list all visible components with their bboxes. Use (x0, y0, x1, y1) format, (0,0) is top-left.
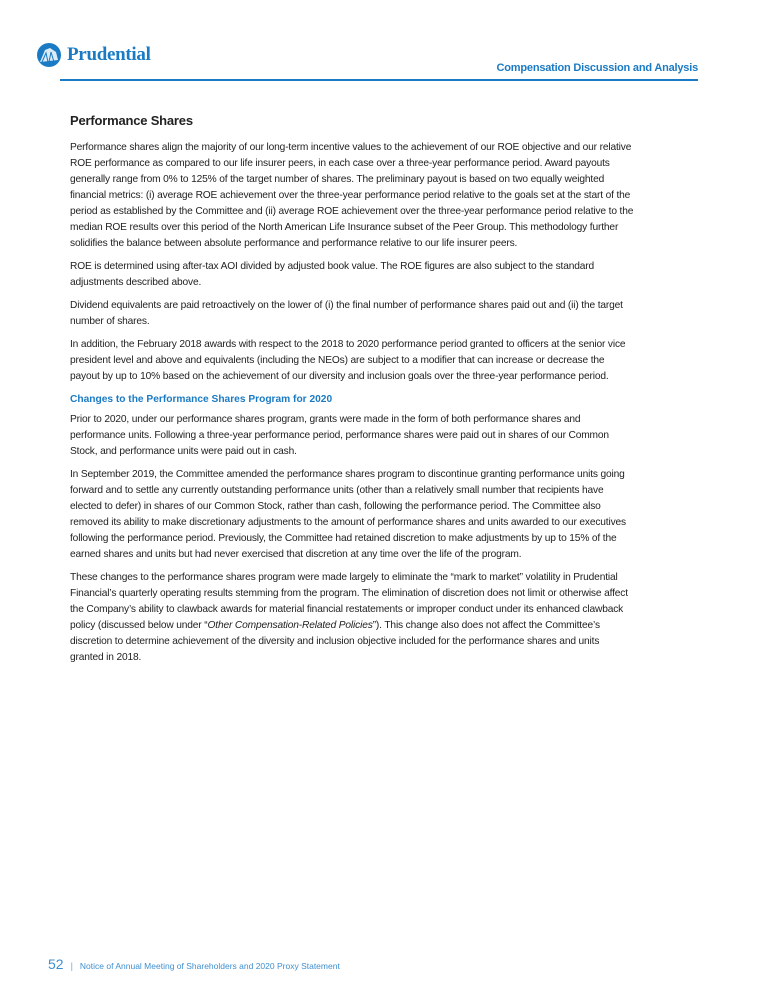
text-line: financial metrics: (i) average ROE achievement over the three-year performance period relative to the goals set at the start of the (70, 190, 631, 201)
text-line: Financial’s quarterly operating results stemming from the program. The elimination of discretion does not limit or otherwise affect (70, 588, 628, 599)
text-line: Stock, and performance units were paid out in cash. (70, 446, 297, 457)
text-line: removed its ability to make discretionary adjustments to the amount of performance shares and units awarded to our executives (70, 517, 627, 528)
text-line: performance units. Following a three-year performance period, performance shares were paid out in shares of our Common (70, 430, 609, 441)
text-line: ROE performance as compared to our life insurer peers, in each case over a three-year performance period. Award payouts (70, 158, 610, 169)
text-line: period as established by the Committee and (ii) average ROE achievement over the three-year performance period relative to the (70, 206, 634, 217)
text-line: ROE is determined using after-tax AOI divided by adjusted book value. The ROE figures are also subject to the standard (70, 261, 595, 272)
paragraphs-before (70, 140, 700, 385)
paragraph (70, 298, 700, 330)
paragraph (70, 140, 700, 252)
footer-title: Notice of Annual Meeting of Shareholders and 2020 Proxy Statement (79, 961, 340, 971)
text-line: granted in 2018. (70, 652, 142, 663)
text-segment: policy (discussed below under “ (70, 620, 208, 631)
page-number: 52 (48, 956, 64, 972)
text-line: number of shares. (70, 316, 150, 327)
text-line: payout by up to 10% based on the achievement of our diversity and inclusion goals over the three-year performance period. (70, 371, 609, 382)
rock-of-gibraltar-icon (36, 42, 62, 68)
page-heading: Performance Shares (70, 113, 193, 128)
text-line: Prior to 2020, under our performance shares program, grants were made in the form of both performance shares and (70, 414, 581, 425)
main-content (70, 113, 700, 673)
footer-separator: | (70, 961, 73, 971)
text-line: discretion to determine achievement of the diversity and inclusion objective included for the performance shares and units (70, 636, 600, 647)
text-line: Performance shares align the majority of our long-term incentive values to the achievement of our ROE objective and our relative (70, 142, 632, 153)
text-line (70, 618, 700, 634)
text-line: These changes to the performance shares program were made largely to eliminate the “mark to market” volatility in Prudential (70, 572, 618, 583)
text-line: president level and above and equivalents (including the NEOs) are subject to a modifier that can increase or decrease the (70, 355, 605, 366)
text-line: the Company’s ability to clawback awards for material financial restatements or improper conduct under its enhanced clawback (70, 604, 624, 615)
text-line: generally range from 0% to 125% of the target number of shares. The preliminary payout is based on two equally weighted (70, 174, 605, 185)
paragraph (70, 337, 700, 385)
text-line: earned shares and units but had never exercised that discretion at any time over the life of the program. (70, 549, 522, 560)
paragraphs-after (70, 412, 700, 666)
text-segment: ”). This change also does not affect the Committee’s (372, 620, 600, 631)
text-line: adjustments described above. (70, 277, 202, 288)
text-line: solidifies the balance between absolute performance and performance relative to our life insurer peers. (70, 238, 518, 249)
policy-reference: Other Compensation-Related Policies (207, 620, 373, 631)
section-title: Compensation Discussion and Analysis (496, 62, 698, 74)
paragraph (70, 570, 700, 666)
prudential-logo (36, 42, 151, 68)
paragraph (70, 259, 700, 291)
text-line: elected to defer) in shares of our Common Stock, rather than cash, following the performance period. The Committee also (70, 501, 601, 512)
paragraph (70, 412, 700, 460)
text-line: In September 2019, the Committee amended the performance shares program to discontinue granting performance units going (70, 469, 625, 480)
paragraph (70, 467, 700, 563)
header-divider (60, 79, 698, 81)
text-line: median ROE results over this period of the North American Life Insurance subset of the Peer Group. This methodology further (70, 222, 619, 233)
text-line: forward and to settle any currently outstanding performance units (other than a relatively small number that recipients have (70, 485, 604, 496)
page-footer (48, 956, 340, 972)
subheading: Changes to the Performance Shares Program for 2020 (70, 394, 333, 405)
text-line: In addition, the February 2018 awards with respect to the 2018 to 2020 performance period granted to officers at the senior vice (70, 339, 626, 350)
brand-name: Prudential (67, 44, 151, 65)
text-line: following the performance period. Previously, the Committee had retained discretion to make adjustments by up to 15% of the (70, 533, 617, 544)
text-line: Dividend equivalents are paid retroactively on the lower of (i) the final number of performance shares paid out and (ii) the target (70, 300, 623, 311)
